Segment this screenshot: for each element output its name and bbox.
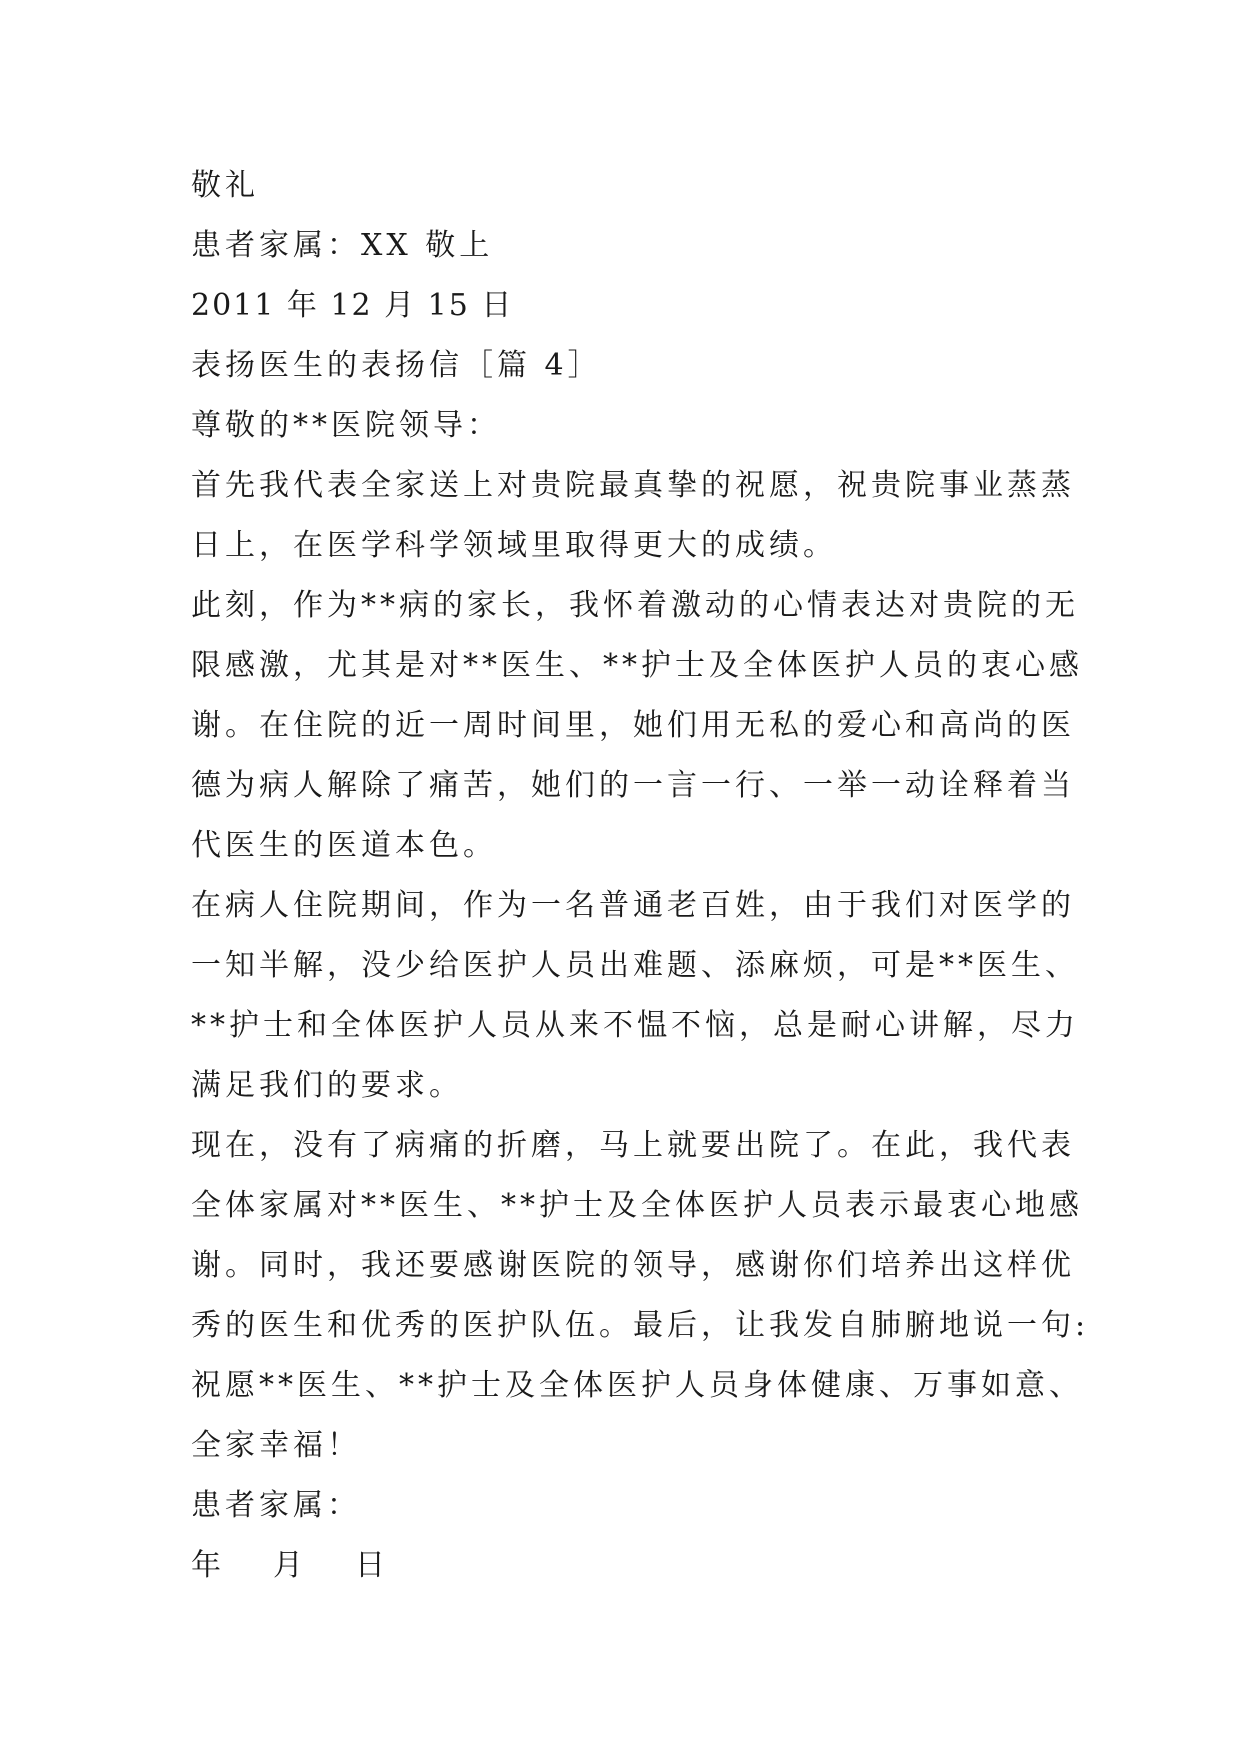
date-line: 2011 年 12 月 15 日 (191, 288, 514, 323)
blank-date-month: 月 (273, 1548, 307, 1583)
body-line: 全体家属对**医生、**护士及全体医护人员表示最衷心地感 (191, 1188, 1083, 1223)
body-line: **护士和全体医护人员从来不愠不恼，总是耐心讲解，尽力 (191, 1008, 1079, 1043)
greeting: 尊敬的**医院领导： (191, 408, 501, 443)
body-line: 首先我代表全家送上对贵院最真挚的祝愿，祝贵院事业蒸蒸 (191, 468, 1075, 503)
body-line: 谢。在住院的近一周时间里，她们用无私的爱心和高尚的医 (191, 708, 1075, 743)
blank-date-year: 年 (191, 1548, 225, 1583)
letter-title: 表扬医生的表扬信［篇 4］ (191, 348, 602, 383)
body-line: 谢。同时，我还要感谢医院的领导，感谢你们培养出这样优 (191, 1248, 1075, 1283)
body-line: 德为病人解除了痛苦，她们的一言一行、一举一动诠释着当 (191, 768, 1075, 803)
body-line: 代医生的医道本色。 (191, 828, 497, 863)
body-line: 此刻，作为**病的家长，我怀着激动的心情表达对贵院的无 (191, 588, 1079, 623)
body-line: 限感激，尤其是对**医生、**护士及全体医护人员的衷心感 (191, 648, 1083, 683)
body-line: 现在，没有了病痛的折磨，马上就要出院了。在此，我代表 (191, 1128, 1075, 1163)
blank-date-day: 日 (355, 1548, 389, 1583)
signer-line: 患者家属：XX 敬上 (191, 228, 494, 263)
closing-salute: 敬礼 (191, 168, 259, 203)
body-line: 在病人住院期间，作为一名普通老百姓，由于我们对医学的 (191, 888, 1075, 923)
blank-date (191, 1536, 1061, 1596)
body-line: 全家幸福！ (191, 1428, 361, 1463)
sign-label: 患者家属： (191, 1488, 361, 1523)
body-line: 满足我们的要求。 (191, 1068, 463, 1103)
body-line: 日上，在医学科学领域里取得更大的成绩。 (191, 528, 837, 563)
body-line: 祝愿**医生、**护士及全体医护人员身体健康、万事如意、 (191, 1368, 1083, 1403)
body-line: 一知半解，没少给医护人员出难题、添麻烦，可是**医生、 (191, 948, 1079, 983)
letter-content (191, 156, 1090, 1596)
body-line: 秀的医生和优秀的医护队伍。最后，让我发自肺腑地说一句: (191, 1308, 1090, 1343)
